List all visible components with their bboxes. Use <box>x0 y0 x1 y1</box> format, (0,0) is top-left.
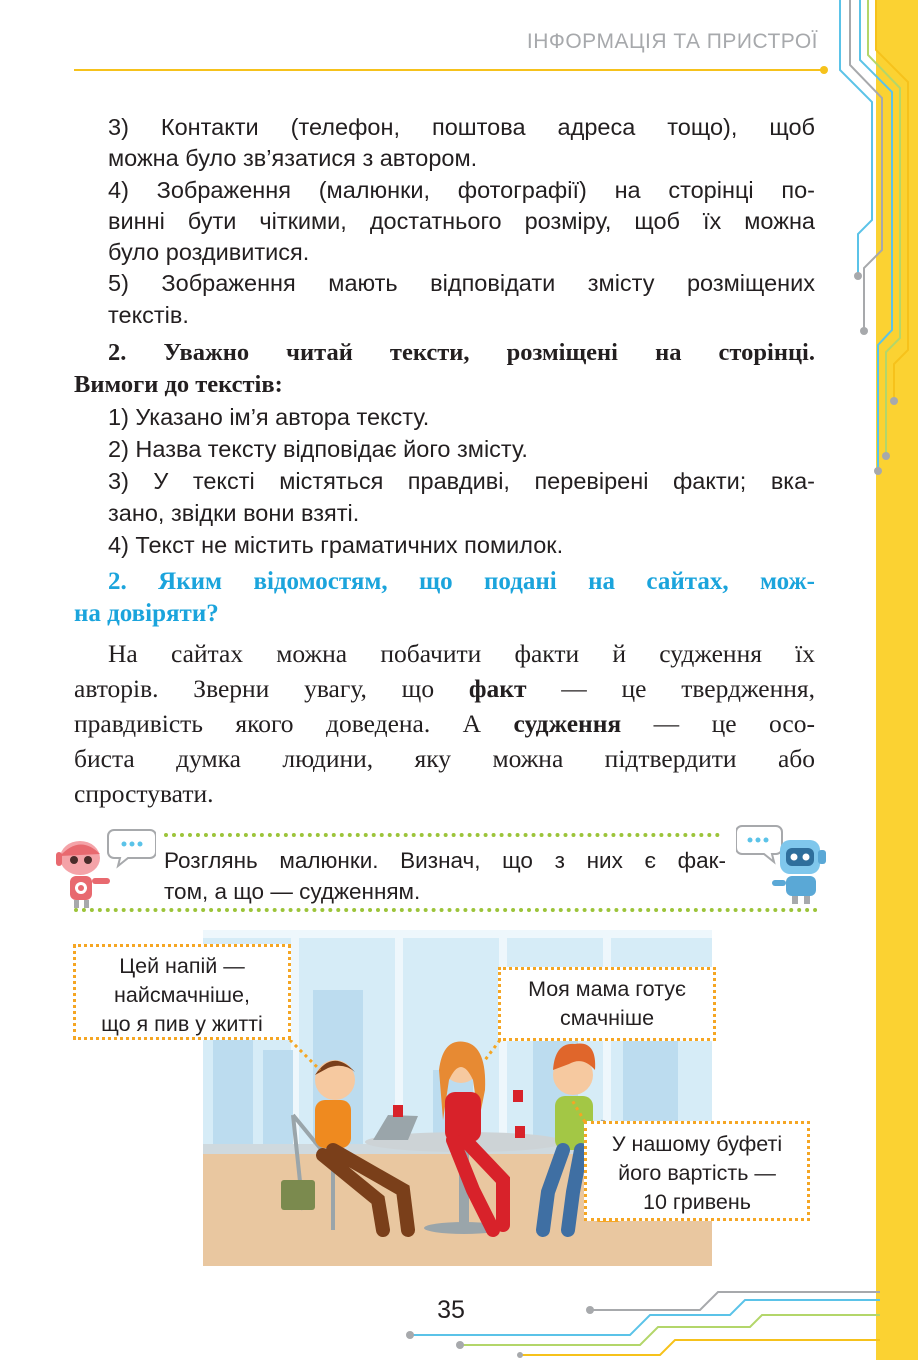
bubble-text: У нашому буфеті <box>611 1132 783 1156</box>
speech-bubble-middle <box>498 967 716 1041</box>
bubble-text: його вартість — <box>618 1161 776 1185</box>
term-judgment: судження <box>513 709 622 738</box>
bubble-pointers <box>200 1040 620 1140</box>
paragraph-line: биста думка людини, яку можна підтвердити або <box>74 744 815 773</box>
section-heading: 2. Яким відомостям, що подані на сайтах, мож- <box>108 568 815 595</box>
pink-robot-icon <box>52 826 156 910</box>
rule-heading: 2. Уважно читай тексти, розміщені на сторінці. <box>108 339 815 366</box>
blue-robot-icon <box>736 822 834 906</box>
list-item-line: можна було зв’язатися з автором. <box>108 145 478 171</box>
paragraph-line: На сайтах можна побачити факти й судження їх <box>108 639 815 668</box>
circuit-decoration <box>820 0 918 560</box>
paragraph-text: — це осо- <box>621 709 815 738</box>
list-item-line: винні бути чіткими, достатнього розміру, щоб їх можна <box>108 208 815 234</box>
paragraph-line <box>74 671 815 707</box>
list-item-line: 4) Зображення (малюнки, фотографії) на сторінці по- <box>108 177 815 203</box>
running-header: ІНФОРМАЦІЯ ТА ПРИСТРОЇ <box>526 30 818 53</box>
page-number: 35 <box>437 1296 465 1324</box>
bubble-text: найсмачніше, <box>114 983 250 1007</box>
term-fact: факт <box>468 674 527 703</box>
bubble-text: 10 гривень <box>643 1190 751 1214</box>
speech-bubble-left <box>73 944 291 1040</box>
paragraph-text: авторів. Зверни увагу, що <box>74 674 469 703</box>
task-border-bottom <box>74 908 818 912</box>
paragraph-line: спростувати. <box>74 779 214 808</box>
list-item-line: було роздивитися. <box>108 239 310 265</box>
paragraph-line <box>74 706 815 742</box>
section-heading-cont: на довіряти? <box>74 600 219 627</box>
bubble-text: Цей напій — <box>119 954 245 978</box>
task-instruction: Розглянь малюнки. Визнач, що з них є фак- <box>164 848 726 873</box>
list-item-line: 4) Текст не містить граматичних помилок. <box>108 532 564 558</box>
list-item-line: 2) Назва тексту відповідає його змісту. <box>108 436 528 462</box>
bubble-text: що я пив у житті <box>101 1012 263 1036</box>
list-item-line: текстів. <box>108 302 189 328</box>
list-item-line: 5) Зображення мають відповідати змісту розміщених <box>108 270 815 296</box>
rule-heading-cont: Вимоги до текстів: <box>74 371 283 398</box>
list-item-line: 1) Указано ім’я автора тексту. <box>108 404 430 430</box>
header-rule <box>74 69 824 71</box>
task-border-top <box>164 833 720 837</box>
task-instruction-cont: том, а що — судженням. <box>164 879 421 904</box>
header-rule-dot <box>820 66 828 74</box>
paragraph-text: правдивість якого доведена. А <box>74 709 514 738</box>
bubble-text: смачніше <box>559 1006 655 1030</box>
paragraph-text: — це твердження, <box>526 674 816 703</box>
list-item-line: 3) Контакти (телефон, поштова адреса тощо), щоб <box>108 114 815 140</box>
list-item-line: зано, звідки вони взяті. <box>108 500 360 526</box>
bubble-text: Моя мама готує <box>528 977 686 1001</box>
list-item-line: 3) У тексті містяться правдиві, перевірені факти; вка- <box>108 468 815 494</box>
